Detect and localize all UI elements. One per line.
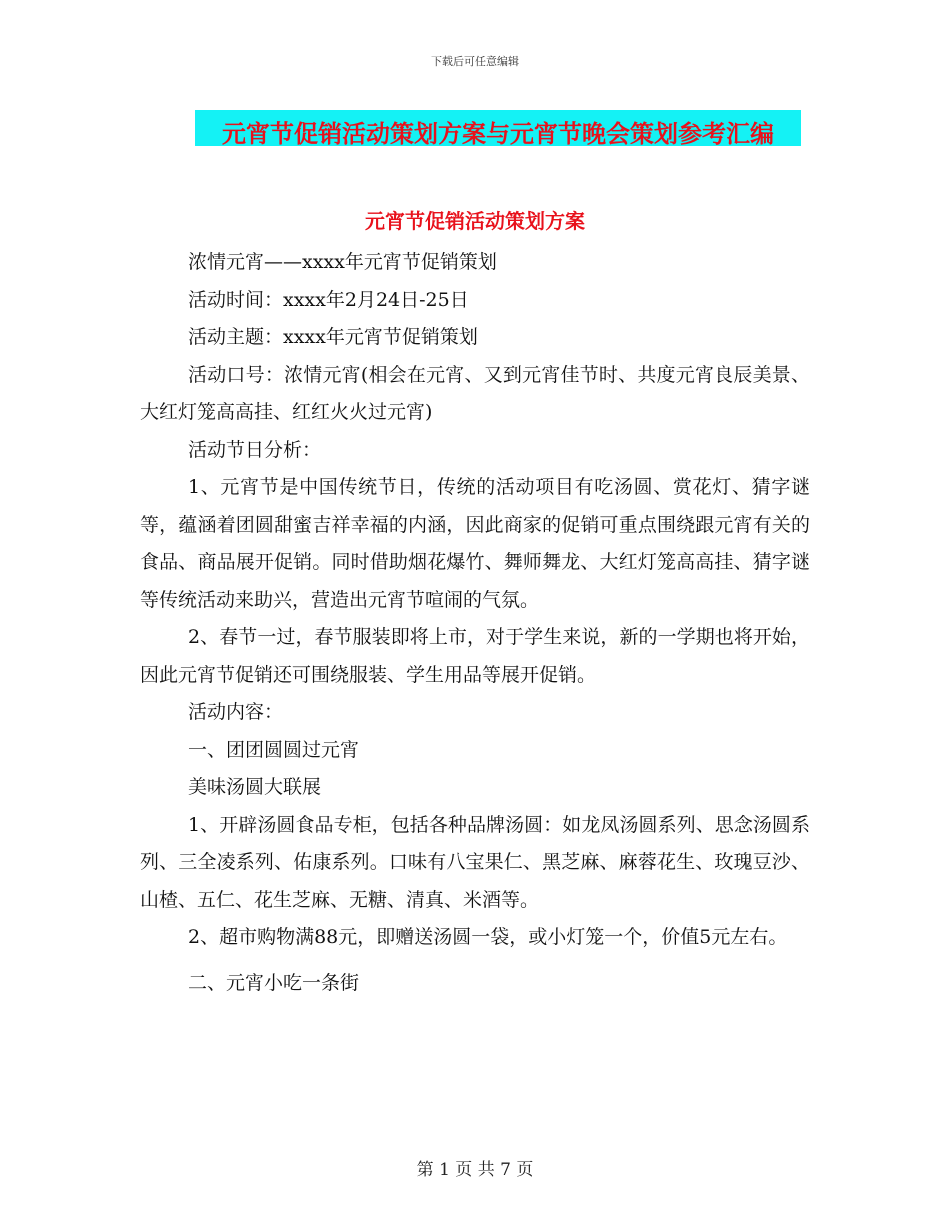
header-note: 下载后可任意编辑 (431, 55, 519, 68)
paragraph: 美味汤圆大联展 (188, 776, 322, 798)
main-title: 元宵节促销活动策划方案与元宵节晚会策划参考汇编 (222, 120, 774, 148)
paragraph: 二、元宵小吃一条街 (188, 971, 360, 994)
paragraph: 1、元宵节是中国传统节日，传统的活动项目有吃汤圆、赏花灯、猜字谜等，蕴涵着团圆甜蜜吉祥幸福的内涵，因此商家的促销可重点围绕跟元宵有关的食品、商品展开促销。同时借助烟花爆竹、舞师舞龙、大红灯笼高高挂、猜字谜等传统活动来助兴，营造出元宵节喧闹的气氛。 (140, 476, 810, 611)
paragraph: 活动时间：xxxx年2月24日-25日 (188, 288, 469, 311)
paragraph: 1、开辟汤圆食品专柜，包括各种品牌汤圆：如龙凤汤圆系列、思念汤圆系列、三全凌系列、佑康系列。口味有八宝果仁、黑芝麻、麻蓉花生、玫瑰豆沙、山楂、五仁、花生芝麻、无糖、清真、米酒等。 (140, 813, 810, 911)
paragraph: 一、团团圆圆过元宵 (188, 738, 360, 761)
paragraph: 活动主题：xxxx年元宵节促销策划 (188, 326, 478, 348)
paragraph: 活动内容： (188, 701, 284, 723)
paragraph: 浓情元宵——xxxx年元宵节促销策划 (188, 251, 497, 273)
paragraph: 活动口号：浓情元宵(相会在元宵、又到元宵佳节时、共度元宵良辰美景、大红灯笼高高挂、红红火火过元宵) (140, 363, 810, 423)
page-number: 第 1 页 共 7 页 (416, 1160, 534, 1180)
section-title: 元宵节促销活动策划方案 (365, 209, 585, 233)
paragraph: 活动节日分析： (188, 438, 322, 461)
paragraph: 2、春节一过，春节服装即将上市，对于学生来说，新的一学期也将开始，因此元宵节促销还可围绕服装、学生用品等展开促销。 (140, 626, 810, 686)
paragraph: 2、超市购物满88元，即赠送汤圆一袋，或小灯笼一个，价值5元左右。 (188, 926, 788, 948)
document-body (140, 244, 810, 1002)
